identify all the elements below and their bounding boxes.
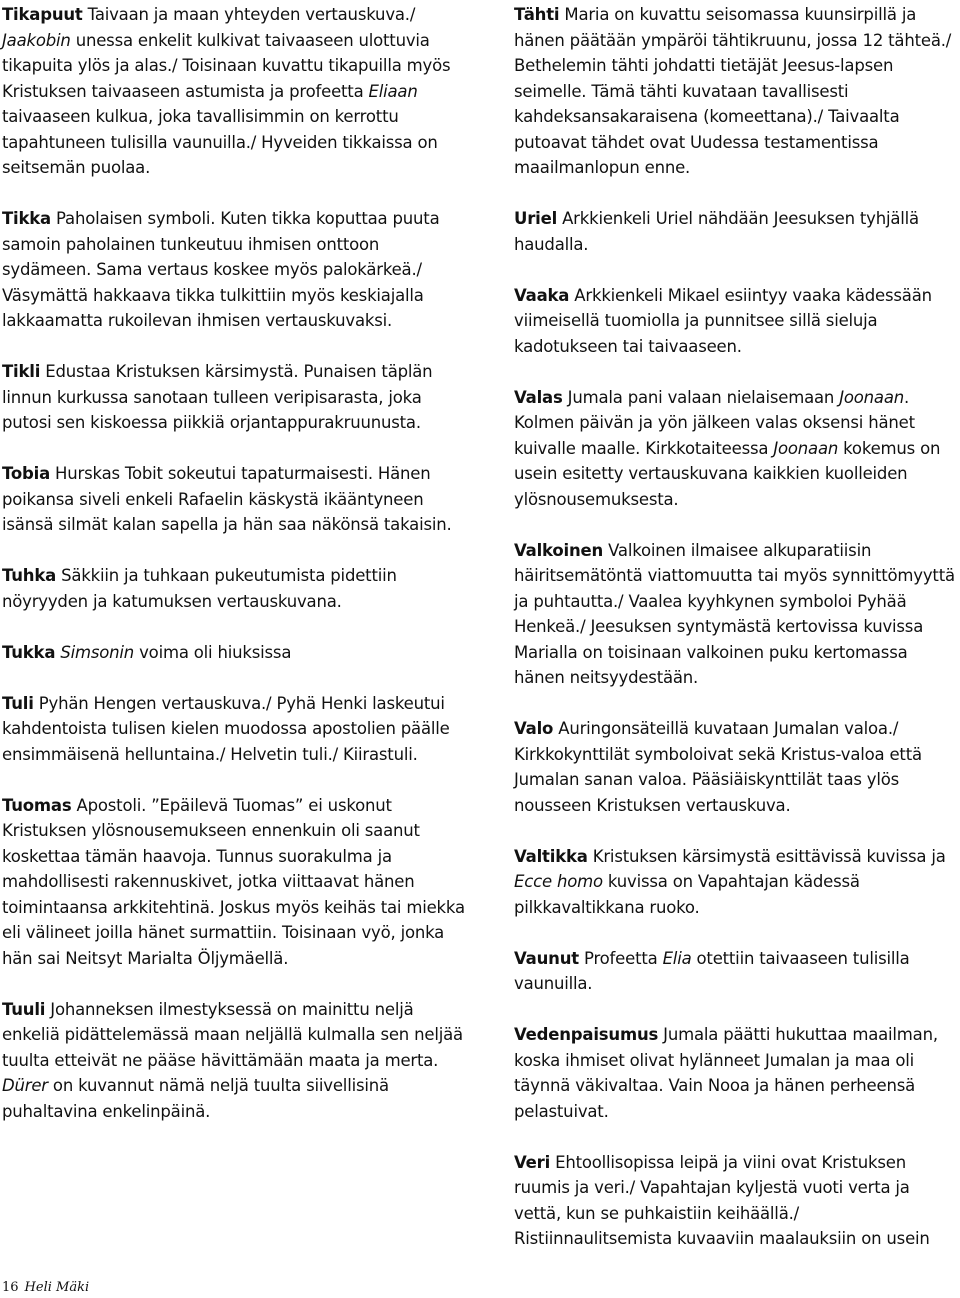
entry-italic-name: Ecce homo [514,872,603,891]
entry-text: Paholaisen symboli. Kuten tikka koputtaa puuta samoin paholainen tunkeutuu ihmisen onttoon sydämeen. Sama vertaus koskee myös palokärkeä./ Väsymättä hakkaava tikka tulkittiin myös keskiajalla lakkaamatta rukoilevan ihmisen vertauskuvaksi. [2,209,440,330]
entry-italic-name: Jaakobin [2,30,71,50]
glossary-entry [514,206,958,257]
glossary-entry [2,461,472,538]
left-column [2,2,472,1150]
entry-text: Auringonsäteillä kuvataan Jumalan valoa./ Kirkkokynttilät symboloivat sekä Kristus-valoa että Jumalan sanan valoa. Pääsiäiskynttilät taas ylös nousseen Kristuksen vertauskuva. [514,719,922,815]
entry-text: Ehtoollisopissa leipä ja viini ovat Kristuksen ruumis ja veri./ Vapahtajan kyljestä vuoti verta ja vettä, kun se puhkaistiin keihäällä./ Ristiinnaulitsemista kuvaaviin maalauksiin on usein [514,1152,930,1248]
glossary-entry [2,691,472,768]
entry-text: Taivaan ja maan yhteyden vertauskuva./ [82,5,416,24]
entry-italic-name: Simsonin [60,642,135,662]
glossary-entry [2,997,472,1125]
glossary-entry [514,538,958,691]
entry-text: on kuvannut nämä neljä tuulta siivellisinä puhaltavina enkelinpäinä. [2,1076,389,1121]
entry-text: voima oli hiuksissa [134,642,292,662]
entry-text: Johanneksen ilmestyksessä on mainittu neljä enkeliä pidättelemässä maan neljällä kulmalla sen neljää tuulta etteivät ne pääse hävittämään maata ja merta. [2,999,463,1070]
page-footer [2,1280,89,1295]
entry-term: Valo [514,719,554,738]
entry-term: Tuomas [2,795,72,815]
entry-term: Tikka [2,209,51,228]
right-column [514,2,958,1277]
entry-text: Kristuksen kärsimystä esittävissä kuvissa ja [587,846,946,866]
entry-term: Valkoinen [514,540,604,560]
entry-text: Hurskas Tobit sokeutui tapaturmaisesti. Hänen poikansa siveli enkeli Rafaelin käskystä ikääntyneen isänsä silmät kalan sapella ja hän saa näkönsä takaisin. [2,464,452,534]
glossary-entry [514,1022,958,1124]
entry-text: otettiin taivaaseen tulisilla vaunuilla. [514,948,910,993]
entry-term: Tuuli [2,999,46,1019]
entry-term: Tuhka [2,566,57,585]
entry-italic-name: Elia [662,948,692,968]
entry-term: Veri [514,1152,551,1172]
entry-text: Jumala päätti hukuttaa maailman, koska ihmiset olivat hylänneet Jumalan ja maa oli täynnä väkivaltaa. Vain Nooa ja hänen perheensä pelastuivat. [514,1025,938,1121]
entry-italic-name: Joonaan [773,438,839,458]
entry-term: Valtikka [514,846,588,866]
glossary-entry [514,844,958,921]
author-name: Heli Mäki [24,1280,90,1295]
glossary-entry [514,716,958,818]
entry-text: Arkkienkeli Uriel nähdään Jeesuksen tyhjällä haudalla. [514,209,919,254]
entry-term: Valas [514,387,563,407]
glossary-entry [514,283,958,360]
entry-italic-name: Eliaan [368,81,418,101]
entry-term: Tikapuut [2,5,83,24]
entry-text: Jumala pani valaan nielaisemaan [562,387,840,407]
entry-text: Pyhän Hengen vertauskuva./ Pyhä Henki laskeutui kahdentoista tulisen kielen muodossa apostolien päälle ensimmäisenä helluntaina./ Helvetin tuli./ Kiirastuli. [2,693,450,764]
glossary-entry [514,385,958,513]
entry-term: Vaunut [514,948,579,968]
entry-text: taivaaseen kulkua, joka tavallisimmin on kerrottu tapahtuneen tulisilla vaunuilla./ Hyveiden tikkaissa on seitsemän puolaa. [2,107,438,177]
entry-term: Tukka [2,642,56,662]
glossary-entry [514,2,958,181]
entry-term: Tuli [2,693,34,713]
glossary-entry [514,946,958,997]
entry-term: Vaaka [514,285,570,305]
glossary-entry [2,640,472,666]
entry-text: Säkkiin ja tuhkaan pukeutumista pidettiin nöyryyden ja katumuksen vertauskuvana. [2,566,397,611]
entry-term: Vedenpaisumus [514,1025,659,1044]
glossary-entry [2,793,472,972]
entry-term: Tikli [2,362,41,381]
page-number: 16 [2,1280,19,1295]
entry-term: Tähti [514,5,560,24]
entry-text: Arkkienkeli Mikael esiintyy vaaka kädessään viimeisellä tuomiolla ja punnitsee sillä sieluja kadotukseen tai taivaaseen. [514,285,932,356]
entry-text: unessa enkelit kulkivat taivaaseen ulottuvia tikapuita ylös ja alas./ Toisinaan kuvattu tikapuilla myös Kristuksen taivaaseen astumista ja profeetta [2,30,451,101]
glossary-entry [2,359,472,436]
glossary-entry [2,206,472,334]
entry-term: Tobia [2,464,51,483]
glossary-entry [2,2,472,181]
entry-italic-name: Joonaan [839,387,904,407]
entry-text: Valkoinen ilmaisee alkuparatiisin häiritsemätöntä viattomuutta tai myös synnittömyyttä ja puhtautta./ Vaalea kyyhkynen symboloi Pyhää Henkeä./ Jeesuksen syntymästä kertovissa kuvissa Marialla on toisinaan valkoinen puku kertomassa hänen neitsyydestään. [514,540,955,687]
entry-italic-name: Dürer [2,1076,48,1095]
entry-text: Apostoli. ”Epäilevä Tuomas” ei uskonut Kristuksen ylösnousemukseen ennenkuin oli saanut koskettaa tämän haavoja. Tunnus suorakulma ja mahdollisesti rakennuskivet, jotka viittaavat hänen toimintaansa arkkitehtinä. Joskus myös keihäs tai miekka eli välineet joilla hänet surmattiin. Toisinaan vyö, jonka hän sai Neitsyt Marialta Öljymäellä. [2,795,465,968]
entry-text: Maria on kuvattu seisomassa kuunsirpillä ja hänen päätään ympäröi tähtikruunu, jossa 12 tähteä./ Bethelemin tähti johdatti tietäjät Jeesus-lapsen seimelle. Tämä tähti kuvataan tavallisesti kahdeksansakaraisena (komeettana)./ Taivaalta putoavat tähdet ovat Uudessa testamentissa maailmanlopun enne. [514,5,952,177]
glossary-entry [2,563,472,614]
entry-text: kokemus on usein esitetty vertauskuvana kaikkien kuolleiden ylösnousemuksesta. [514,438,941,509]
glossary-entry [514,1150,958,1252]
entry-text: kuvissa on Vapahtajan kädessä pilkkavaltikkana ruoko. [514,872,860,917]
entry-text: Edustaa Kristuksen kärsimystä. Punaisen täplän linnun kurkussa sanotaan tulleen veripisarasta, joka putosi sen kiskoessa piikkiä orjantappurakruunusta. [2,362,433,432]
entry-text: . Kolmen päivän ja yön jälkeen valas oksensi hänet kuivalle maalle. Kirkkotaiteessa [514,387,915,458]
entry-term: Uriel [514,209,558,228]
entry-text: Profeetta [578,948,663,968]
